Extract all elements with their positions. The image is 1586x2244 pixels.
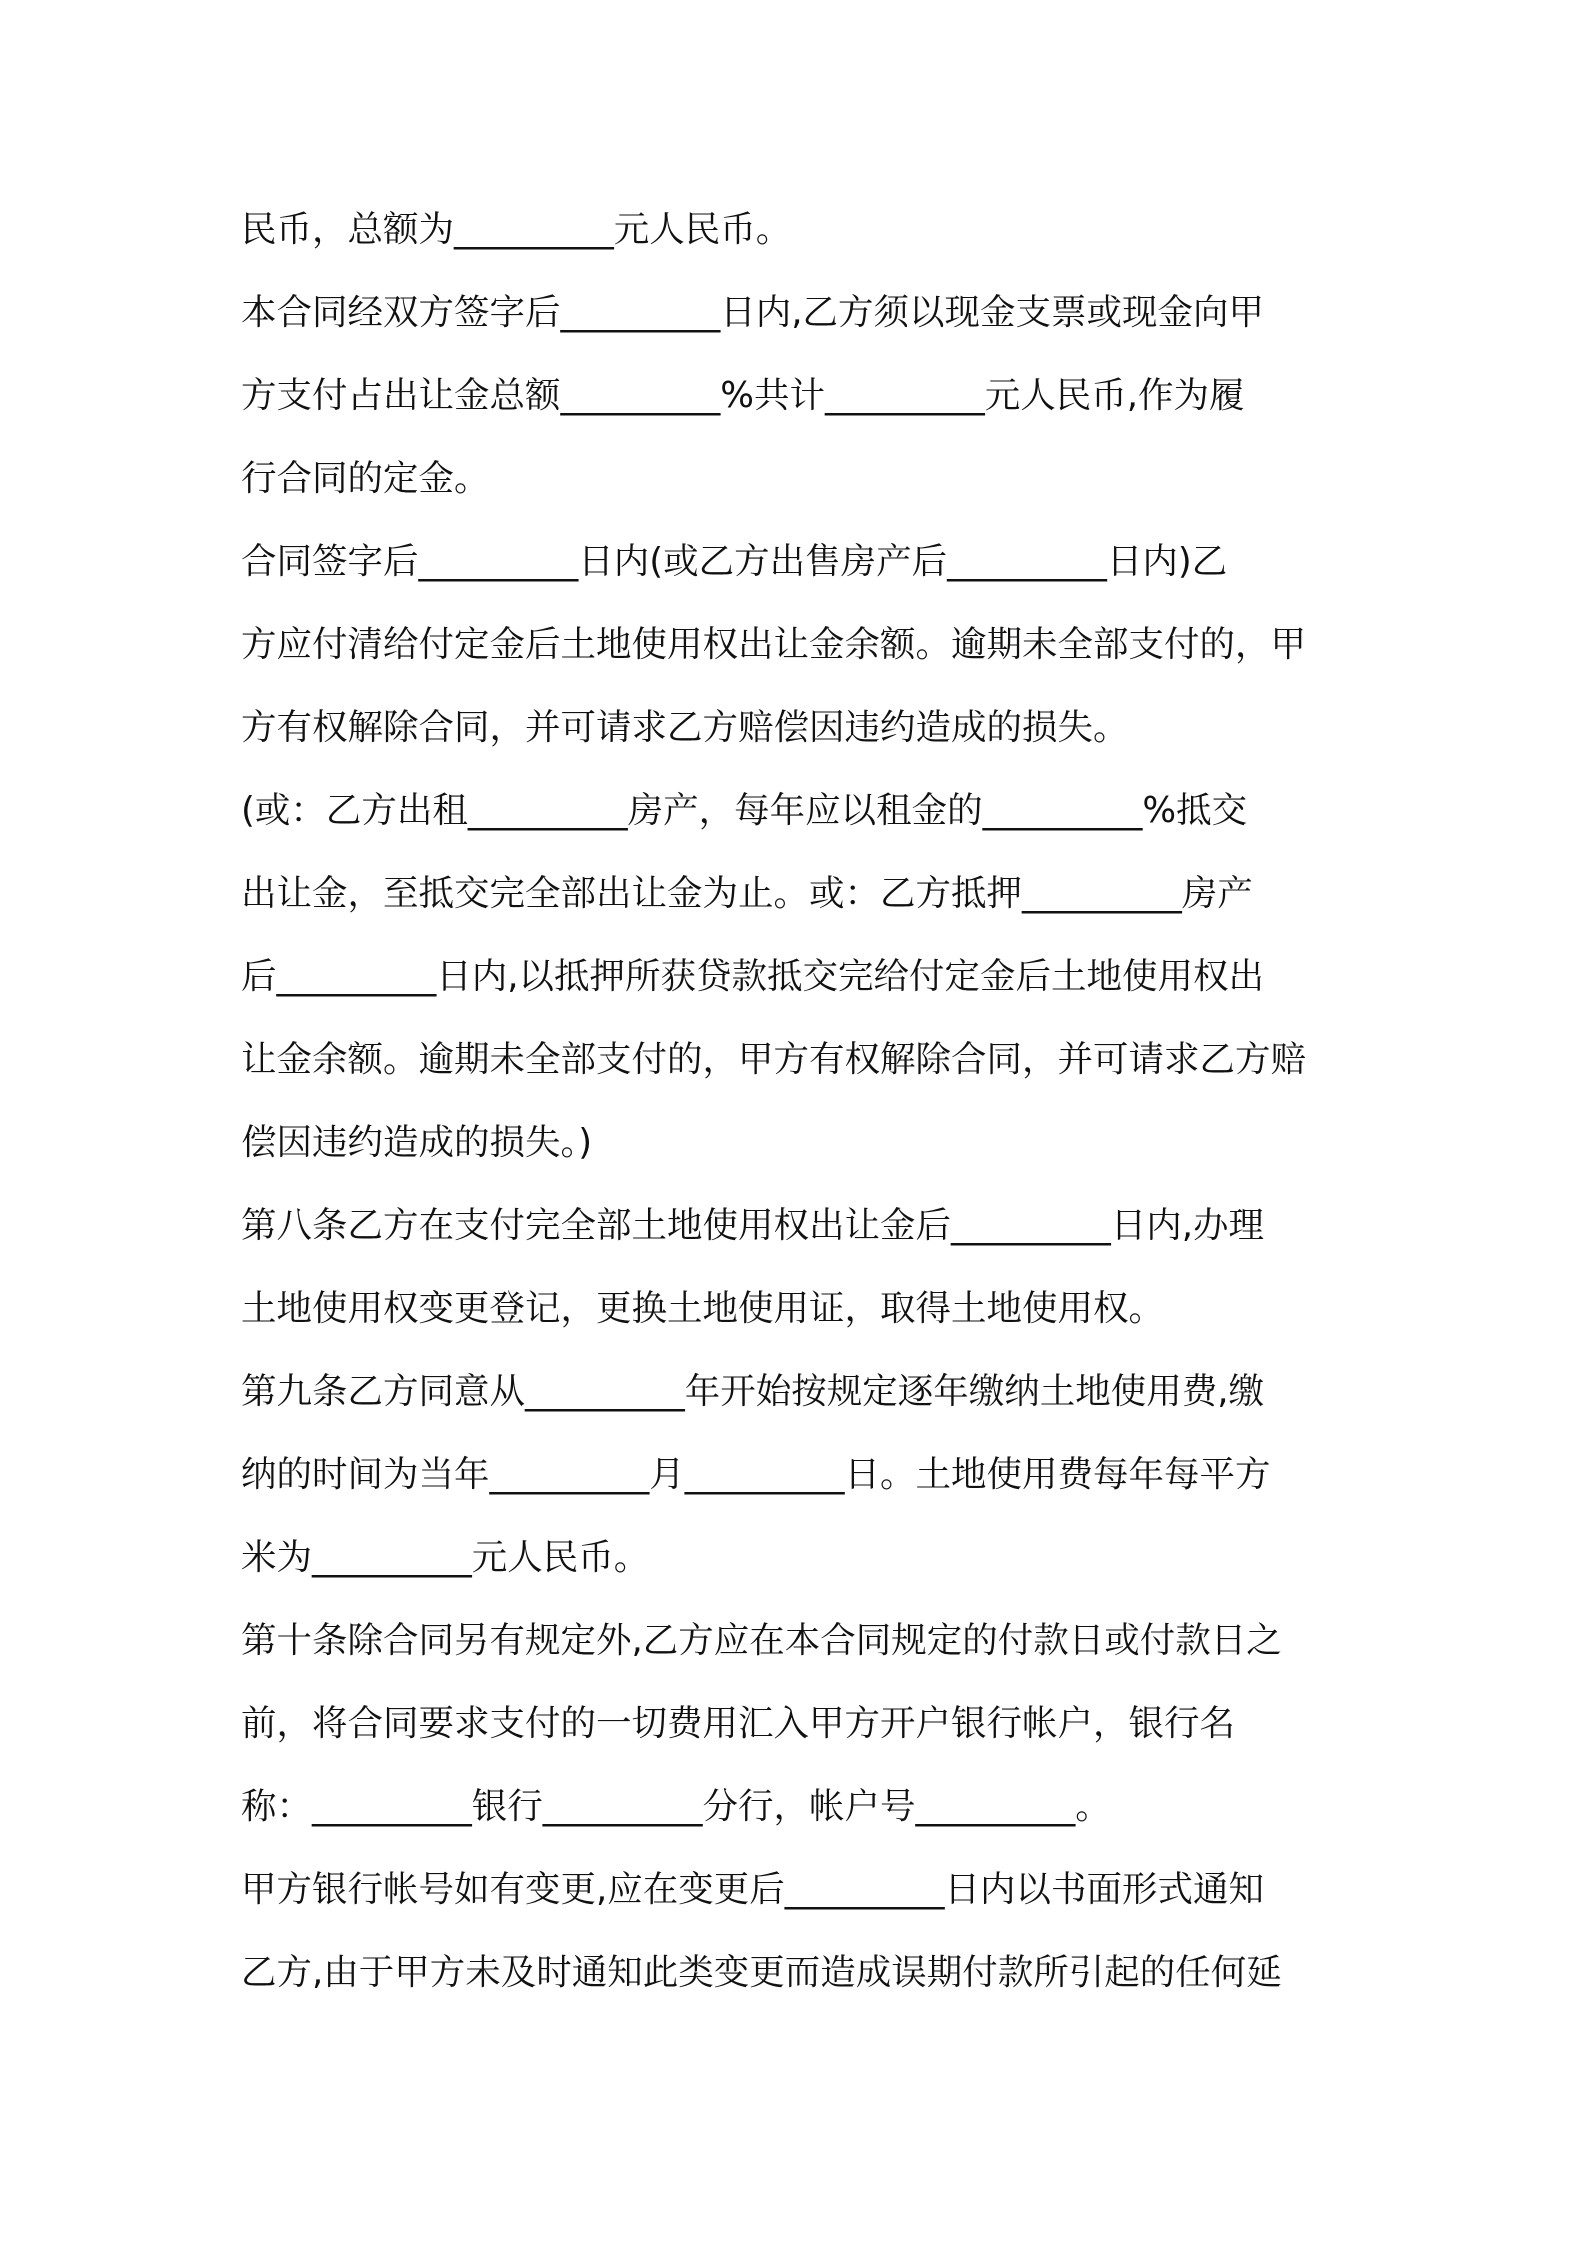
text-line: 第十条除合同另有规定外,乙方应在本合同规定的付款日或付款日之 [241, 1620, 1282, 1661]
text-line: (或：乙方出租_________房产，每年应以租金的_________%抵交 [241, 790, 1248, 831]
text-line: 乙方,由于甲方未及时通知此类变更而造成误期付款所引起的任何延 [241, 1952, 1282, 1993]
text-line: 后_________日内,以抵押所获贷款抵交完给付定金后土地使用权出 [241, 956, 1265, 997]
text-line: 甲方银行帐号如有变更,应在变更后_________日内以书面形式通知 [241, 1869, 1265, 1910]
text-line: 第九条乙方同意从_________年开始按规定逐年缴纳土地使用费,缴 [241, 1371, 1265, 1412]
text-line: 合同签字后_________日内(或乙方出售房产后_________日内)乙 [241, 541, 1228, 582]
text-line: 行合同的定金。 [241, 458, 490, 499]
text-line: 米为_________元人民币。 [241, 1537, 650, 1578]
text-line: 方支付占出让金总额_________%共计_________元人民币,作为履 [241, 375, 1245, 416]
text-line: 第八条乙方在支付完全部土地使用权出让金后_________日内,办理 [241, 1205, 1265, 1246]
text-line: 方有权解除合同，并可请求乙方赔偿因违约造成的损失。 [241, 707, 1129, 748]
text-line: 称：_________银行_________分行，帐户号_________。 [241, 1786, 1111, 1827]
text-line: 土地使用权变更登记，更换土地使用证，取得土地使用权。 [241, 1288, 1165, 1329]
text-line: 纳的时间为当年_________月_________日。土地使用费每年每平方 [241, 1454, 1271, 1495]
text-line: 让金余额。逾期未全部支付的，甲方有权解除合同，并可请求乙方赔 [241, 1039, 1307, 1080]
text-line: 出让金，至抵交完全部出让金为止。或：乙方抵押_________房产 [241, 873, 1253, 914]
text-line: 本合同经双方签字后_________日内,乙方须以现金支票或现金向甲 [241, 292, 1265, 333]
text-line: 前，将合同要求支付的一切费用汇入甲方开户银行帐户，银行名 [241, 1703, 1236, 1744]
text-line: 民币，总额为_________元人民币。 [241, 209, 792, 250]
text-line: 方应付清给付定金后土地使用权出让金余额。逾期未全部支付的，甲 [241, 624, 1307, 665]
text-line: 偿因违约造成的损失。) [241, 1122, 593, 1163]
